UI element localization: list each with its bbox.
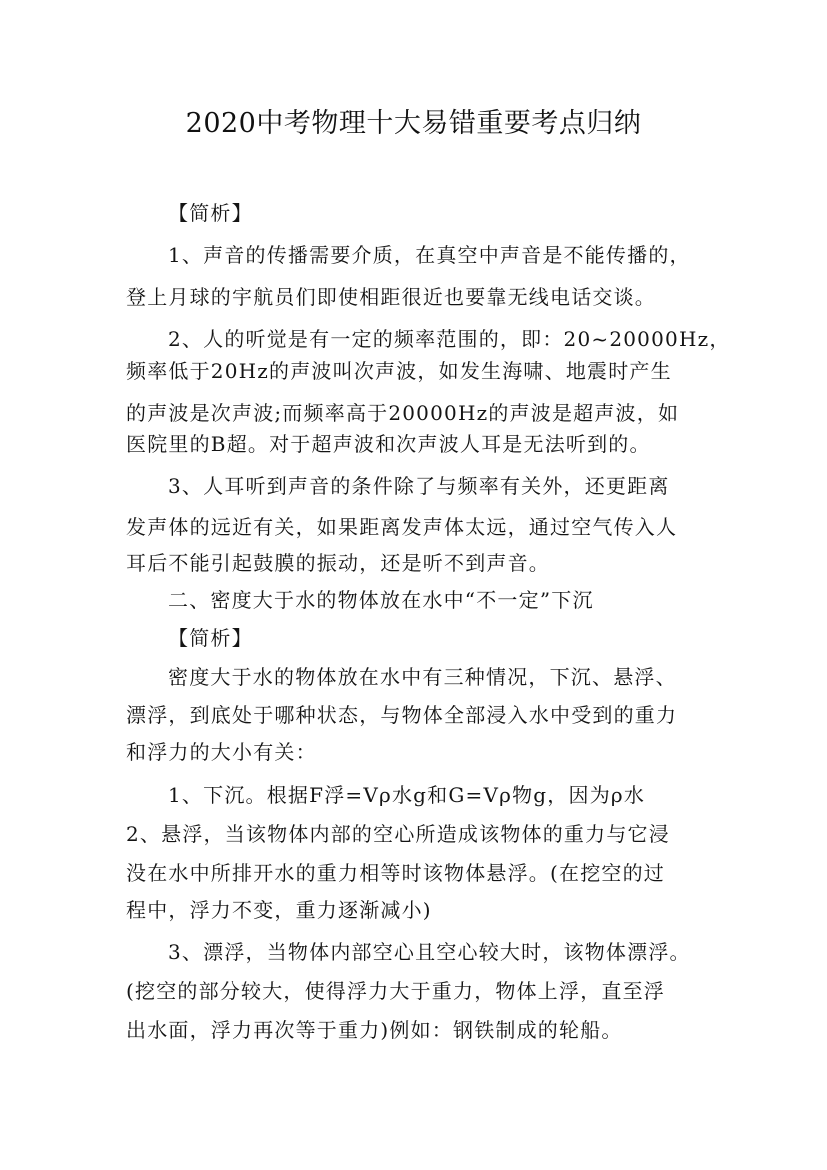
body-line: 1、下沉。根据F浮=Vρ水g和G=Vρ物g，因为ρ水 [168,783,646,807]
document-title: 2020中考物理十大易错重要考点归纳 [185,108,642,139]
body-line: 1、声音的传播需要介质，在真空中声音是不能传播的， [168,243,691,267]
body-line: 频率低于20Hz的声波叫次声波，如发生海啸、地震时产生 [126,359,672,383]
body-line: 程中，浮力不变，重力逐渐减小) [126,898,432,922]
body-line: 发声体的远近有关，如果距离发声体太远，通过空气传入人 [126,515,678,539]
body-line: 漂浮，到底处于哪种状态，与物体全部浸入水中受到的重力 [126,703,678,727]
body-line: 的声波是次声波;而频率高于20000Hz的声波是超声波，如 [126,401,680,425]
body-line: 【简析】 [168,201,253,225]
body-line: 密度大于水的物体放在水中有三种情况，下沉、悬浮、 [168,665,677,689]
body-line: 3、人耳听到声音的条件除了与频率有关外，还更距离 [168,474,670,498]
body-line: 【简析】 [168,626,253,650]
body-line: 没在水中所排开水的重力相等时该物体悬浮。(在挖空的过 [126,861,666,885]
body-line: 二、密度大于水的物体放在水中“不一定”下沉 [168,588,594,612]
body-line: 和浮力的大小有关： [126,740,317,764]
body-line: 2、人的听觉是有一定的频率范围的，即：20~20000Hz， [168,327,731,351]
body-line: 3、漂浮，当物体内部空心且空心较大时，该物体漂浮。 [168,940,691,964]
body-line: 耳后不能引起鼓膜的振动，还是听不到声音。 [126,551,550,575]
body-line: 医院里的B超。对于超声波和次声波人耳是无法听到的。 [126,432,651,456]
body-line: 登上月球的宇航员们即使相距很近也要靠无线电话交谈。 [126,285,656,309]
body-line: (挖空的部分较大，使得浮力大于重力，物体上浮，直至浮 [126,979,666,1003]
body-line: 出水面，浮力再次等于重力)例如：钢铁制成的轮船。 [126,1018,623,1042]
body-line: 2、悬浮，当该物体内部的空心所造成该物体的重力与它浸 [126,822,670,846]
